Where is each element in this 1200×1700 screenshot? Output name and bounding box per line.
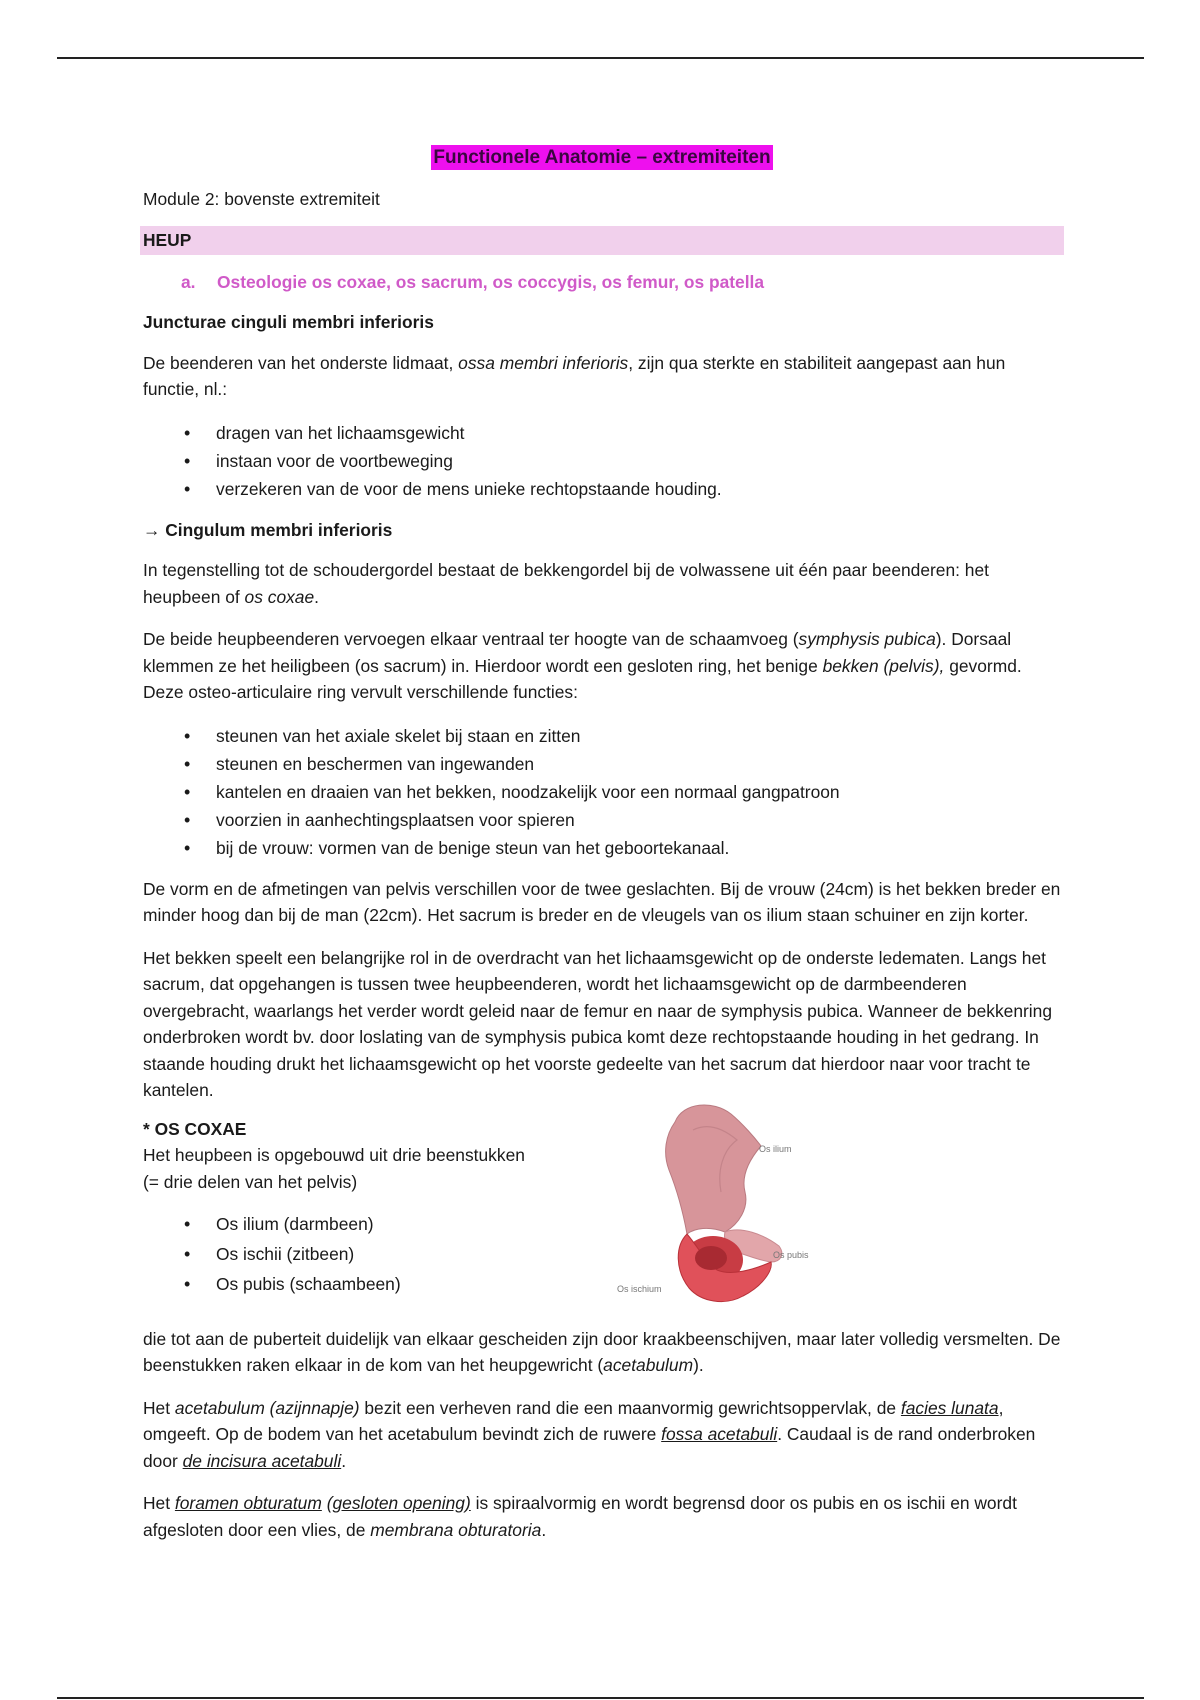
os-coxae-list: [143, 1209, 603, 1299]
para7-text-a: Het: [143, 1397, 175, 1418]
list-item: • steunen en beschermen van ingewanden: [216, 750, 1061, 778]
para7-text-i: .: [341, 1450, 347, 1471]
para8-italic-f: membrana obturatoria: [370, 1519, 542, 1540]
para3-italic-b: symphysis pubica: [798, 629, 936, 649]
subheading-number: a.: [181, 271, 196, 292]
section-heading: HEUP: [140, 226, 1064, 255]
label-os-pubis: Os pubis: [773, 1249, 809, 1260]
document-page: [143, 140, 1061, 1559]
subheading-text: Osteologie os coxae, os sacrum, os coccygis, os femur, os patella: [217, 271, 765, 292]
para8-text-g: .: [541, 1519, 547, 1540]
para2-italic: os coxae: [244, 586, 315, 607]
list-item: • Os ischii (zitbeen): [216, 1239, 603, 1269]
para7-text-g: . Caudaal is de rand onderbroken door: [143, 1424, 1036, 1471]
label-os-ischium: Os ischium: [617, 1283, 662, 1294]
paragraph-4: De vorm en de afmetingen van pelvis verschillen voor de twee geslachten. Bij de vrouw (24cm) is het bekken breder en minder hoog dan bij de man (22cm). Het sacrum is breder en de vleugels van os ilium staan schuiner en zijn korter.: [143, 878, 1061, 925]
paragraph-2: [143, 557, 1061, 610]
para3-text-e: gevormd. Deze osteo-articulaire ring vervult verschillende functies:: [143, 655, 1022, 702]
para3-text-c: ). Dorsaal klemmen ze het heiligbeen (os sacrum) in. Hierdoor wordt een gesloten ring, het benige: [143, 629, 1012, 676]
os-coxae-line-1: Het heupbeen is opgebouwd uit drie beenstukken: [143, 1145, 525, 1165]
para2-text-c: .: [314, 586, 319, 607]
para1-text-a: De beenderen van het onderste lidmaat,: [143, 352, 459, 373]
pelvis-function-list: [143, 722, 1061, 862]
subheading: [181, 269, 1061, 296]
para3-text-a: De beide heupbeenderen vervoegen elkaar ventraal ter hoogte van de schaamvoeg (: [143, 629, 799, 649]
para1-text-c: , zijn qua sterkte en stabiliteit aangepast aan hun functie, nl.:: [143, 352, 1006, 399]
footer-rule: [57, 1697, 1144, 1699]
list-item: • kantelen en draaien van het bekken, noodzakelijk voor een normaal gangpatroon: [216, 778, 1061, 806]
para6-text-a: die tot aan de puberteit duidelijk van elkaar gescheiden zijn door kraakbeenschijven, maar later volledig versmelten. De beenstukken raken elkaar in de kom van het heupgewricht (: [143, 1328, 1061, 1375]
paragraph-5: Het bekken speelt een belangrijke rol in de overdracht van het lichaamsgewicht op de onderste ledematen. Langs het sacrum, dat opgehangen is tussen twee heupbeenderen, wordt het lichaamsgewicht op de darmbeenderen overgebracht, waarlangs het verder wordt geleid naar de femur en naar de symphysis pubica. Wanneer de bekkenring onderbroken wordt bv. door loslating van de symphysis pubica komt deze rechtopstaande houding in het gedrang. In staande houding drukt het lichaamsgewicht op het voorste gedeelte van het sacrum dat hierdoor naar voor tracht te kantelen.: [143, 947, 1053, 1100]
heading-cingulum: → Cingulum membri inferioris: [143, 519, 393, 540]
para8-text-a: Het: [143, 1493, 175, 1513]
document-title: Functionele Anatomie – extremiteiten: [433, 147, 771, 168]
title-wrap: [143, 144, 1061, 172]
para6-text-c: ).: [693, 1355, 704, 1375]
para6-italic: acetabulum: [603, 1355, 694, 1375]
list-item: • verzekeren van de voor de mens unieke rechtopstaande houding.: [216, 475, 1061, 503]
para7-underline-d: facies lunata: [900, 1397, 999, 1418]
para7-underline-f: fossa acetabuli: [661, 1424, 778, 1444]
os-ilium-shape: [666, 1104, 761, 1233]
para8-underline-d: (gesloten opening): [326, 1493, 471, 1513]
paragraph-6: [143, 1326, 1061, 1379]
hip-bone-figure: [613, 1100, 853, 1315]
heading-os-coxae: * OS COXAE: [143, 1118, 247, 1139]
module-label: Module 2: bovenste extremiteit: [143, 188, 380, 209]
para7-underline-h: de incisura acetabuli: [182, 1450, 342, 1471]
para2-text-a: In tegenstelling tot de schoudergordel bestaat de bekkengordel bij de volwassene uit één paar beenderen: het heupbeen of: [143, 560, 989, 607]
para3-italic-d: bekken (pelvis),: [822, 655, 945, 676]
list-item: • Os ilium (darmbeen): [216, 1209, 603, 1239]
para7-italic-b: acetabulum (azijnnapje): [174, 1397, 360, 1418]
list-item: • dragen van het lichaamsgewicht: [216, 419, 1061, 447]
header-rule: [57, 57, 1144, 59]
os-coxae-text: [143, 1116, 603, 1314]
os-coxae-line-2: (= drie delen van het pelvis): [143, 1171, 358, 1192]
function-list: [143, 419, 1061, 503]
paragraph-1: [143, 350, 1061, 403]
list-item: • instaan voor de voortbeweging: [216, 447, 1061, 475]
para7-text-e: , omgeeft. Op de bodem van het acetabulum bevindt zich de ruwere: [143, 1397, 1004, 1444]
list-item: • steunen van het axiale skelet bij staan en zitten: [216, 722, 1061, 750]
list-item: • voorzien in aanhechtingsplaatsen voor spieren: [216, 806, 1061, 834]
list-item: • bij de vrouw: vormen van de benige steun van het geboortekanaal.: [216, 834, 1061, 862]
heading-juncturae: Juncturae cinguli membri inferioris: [143, 312, 434, 332]
paragraph-8: [143, 1490, 1061, 1543]
paragraph-7: [143, 1395, 1061, 1475]
para8-text-e: is spiraalvormig en wordt begrensd door os pubis en os ischii en wordt afgesloten door een vlies, de: [143, 1493, 1017, 1540]
label-os-ilium: Os ilium: [759, 1143, 792, 1154]
os-coxae-block: [143, 1116, 1061, 1316]
para7-text-c: bezit een verheven rand die een maanvormig gewrichtsoppervlak, de: [359, 1397, 901, 1418]
para8-underline-b: foramen obturatum: [174, 1493, 322, 1513]
paragraph-3: [143, 626, 1061, 706]
list-item: • Os pubis (schaambeen): [216, 1269, 603, 1299]
para1-italic: ossa membri inferioris: [458, 352, 629, 373]
